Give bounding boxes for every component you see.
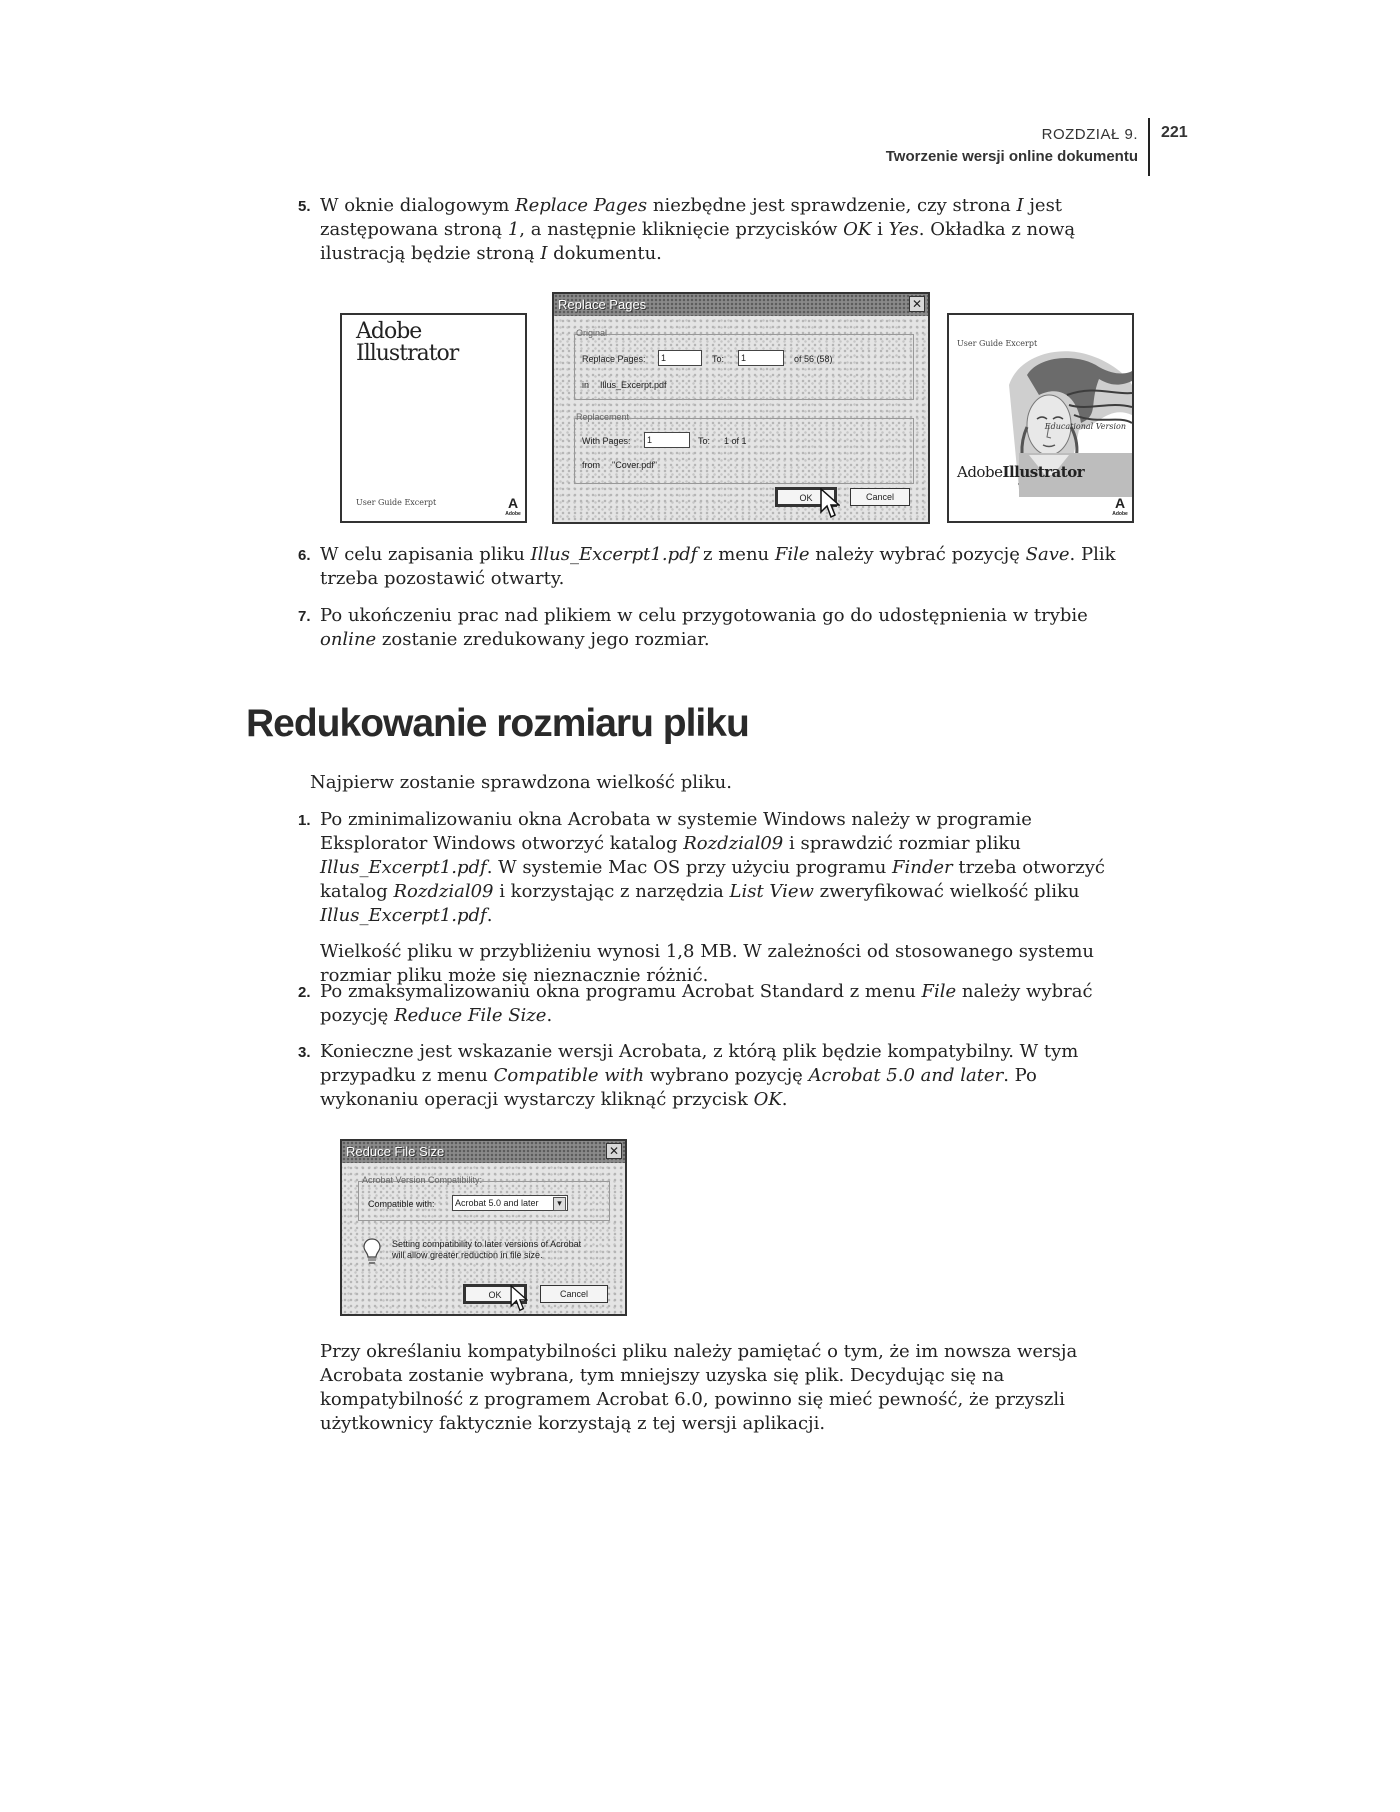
list-item-step-2 xyxy=(298,980,1120,1028)
mouse-cursor-icon xyxy=(510,1285,528,1313)
replace-from-input[interactable]: 1 xyxy=(658,350,702,366)
chapter-label: ROZDZIAŁ 9. xyxy=(1041,126,1138,143)
page-number: 221 xyxy=(1161,124,1188,141)
from-file-name: "Cover.pdf" xyxy=(612,460,657,470)
dialog-titlebar xyxy=(342,1141,625,1163)
list-item-step-6 xyxy=(298,543,1120,591)
cancel-button[interactable]: Cancel xyxy=(540,1285,608,1303)
reduce-file-size-dialog xyxy=(340,1139,627,1316)
cover-top-text: User Guide Excerpt xyxy=(957,339,1038,348)
step-number: 1. xyxy=(298,812,311,829)
step-number: 2. xyxy=(298,984,311,1001)
adobe-logo-icon: A Adobe xyxy=(505,495,521,517)
to-label: To: xyxy=(712,354,725,364)
list-item-step-5 xyxy=(298,194,1120,266)
hint-line-2: will allow greater reduction in file size. xyxy=(392,1250,543,1260)
in-label: in xyxy=(582,380,590,390)
step-text: Konieczne jest wskazanie wersji Acrobata, z którą plik będzie kompatybilny. W tym przypadku z menu Compatible with wybrano pozycję Acrobat 5.0 and later. Po wykonaniu operacji wystarczy kliknąć przycisk OK. xyxy=(320,1041,1079,1110)
step-note: Wielkość pliku w przybliżeniu wynosi 1,8 MB. W zależności od stosowanego systemu rozmiar pliku może się nieznacznie różnić. xyxy=(320,941,1094,986)
list-item-step-1 xyxy=(298,808,1120,988)
ok-button[interactable]: OK xyxy=(464,1285,526,1303)
step-number: 5. xyxy=(298,198,311,215)
step-text: W oknie dialogowym Replace Pages niezbędne jest sprawdzenie, czy strona I jest zastępowana stroną 1, a następnie kliknięcie przycisków OK i Yes. Okładka z nową ilustracją będzie stroną I dokumentu. xyxy=(320,195,1076,264)
dialog-title: Replace Pages xyxy=(558,297,647,312)
step-number: 6. xyxy=(298,547,311,564)
ok-button[interactable]: OK xyxy=(776,488,836,506)
header-divider xyxy=(1148,118,1150,176)
page-count-text: of 56 (58) xyxy=(794,354,833,364)
step-text: Po zminimalizowaniu okna Acrobata w systemie Windows należy w programie Eksplorator Windows otworzyć katalog Rozdzial09 i sprawdzić rozmiar pliku Illus_Excerpt1.pdf. W systemie Mac OS przy użyciu programu Finder trzeba otworzyć katalog Rozdzial09 i korzystając z narzędzia List View zweryfikować wielkość pliku Illus_Excerpt1.pdf. xyxy=(320,809,1105,926)
chapter-subtitle: Tworzenie wersji online dokumentu xyxy=(885,148,1138,165)
list-item-step-3 xyxy=(298,1040,1120,1112)
with-to-label: To: xyxy=(698,436,711,446)
compatible-with-label: Compatible with: xyxy=(368,1199,435,1209)
closing-paragraph: Przy określaniu kompatybilności pliku należy pamiętać o tym, że im nowsza wersja Acrobata zostanie wybrana, tym mniejszy uzyska się plik. Decydując się na kompatybilność z programem Acrobat 6.0, powinno się mieć pewność, że przyszli użytkownicy faktycznie korzystają z tej wersji aplikacji. xyxy=(320,1341,1078,1434)
mouse-cursor-icon xyxy=(820,488,840,520)
intro-paragraph: Najpierw zostanie sprawdzona wielkość pliku. xyxy=(310,772,732,793)
step-number: 7. xyxy=(298,608,311,625)
compatible-with-select[interactable]: Acrobat 5.0 and later ▾ xyxy=(452,1195,568,1211)
cover-original xyxy=(340,313,527,523)
with-to-value: 1 of 1 xyxy=(724,436,747,446)
cover-replacement xyxy=(947,313,1134,523)
replace-to-input[interactable]: 1 xyxy=(738,350,784,366)
cancel-button[interactable]: Cancel xyxy=(850,488,910,506)
step-number: 3. xyxy=(298,1044,311,1061)
lightbulb-icon xyxy=(362,1237,382,1267)
cover-brand: AdobeIllustrator xyxy=(957,463,1085,481)
chevron-down-icon[interactable]: ▾ xyxy=(553,1197,566,1211)
list-item-step-7 xyxy=(298,604,1120,652)
dialog-titlebar xyxy=(554,294,928,316)
replacement-group xyxy=(574,418,914,484)
replacement-label: Replacement xyxy=(576,412,630,422)
replace-pages-dialog xyxy=(552,292,930,524)
with-from-input[interactable]: 1 xyxy=(644,432,690,448)
close-icon[interactable]: ✕ xyxy=(606,1143,622,1159)
running-head xyxy=(886,124,1138,168)
replace-pages-label: Replace Pages: xyxy=(582,354,646,364)
step-text: Po ukończeniu prac nad plikiem w celu przygotowania go do udostępnienia w trybie online zostanie zredukowany jego rozmiar. xyxy=(320,605,1088,650)
compatibility-group-label: Acrobat Version Compatibility: xyxy=(362,1175,483,1185)
cover-title: Adobe Illustrator xyxy=(356,319,459,366)
from-label: from xyxy=(582,460,600,470)
cover-footer: User Guide Excerpt xyxy=(356,498,437,507)
adobe-logo-icon: A Adobe xyxy=(1112,495,1128,517)
with-pages-label: With Pages: xyxy=(582,436,631,446)
in-file-name: Illus_Excerpt.pdf xyxy=(600,380,667,390)
original-label: Original xyxy=(576,328,608,338)
dialog-title: Reduce File Size xyxy=(346,1144,445,1159)
close-icon[interactable]: ✕ xyxy=(909,296,925,312)
original-group xyxy=(574,334,914,400)
cover-edition: Educational Version xyxy=(1044,422,1126,431)
hint-line-1: Setting compatibility to later versions of Acrobat xyxy=(392,1239,582,1249)
step-text: Po zmaksymalizowaniu okna programu Acrobat Standard z menu File należy wybrać pozycję Reduce File Size. xyxy=(320,981,1093,1026)
section-heading: Redukowanie rozmiaru pliku xyxy=(246,702,749,745)
step-text: W celu zapisania pliku Illus_Excerpt1.pdf z menu File należy wybrać pozycję Save. Plik trzeba pozostawić otwarty. xyxy=(320,544,1116,589)
